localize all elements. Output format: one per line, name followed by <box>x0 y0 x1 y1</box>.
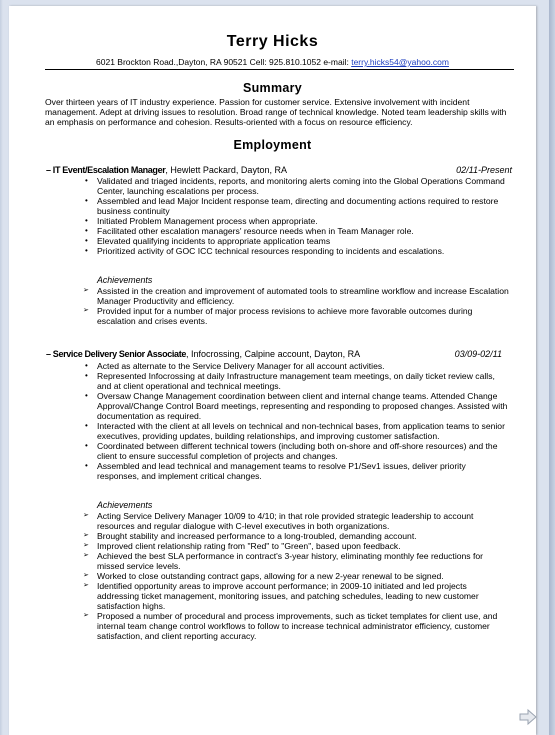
list-item: • Represented Infocrossing at daily Infrastructure management team meetings, on daily ticket review calls, and at client operational and technical meetings. <box>97 371 509 391</box>
list-item: ➢ Brought stability and increased performance to a long-troubled, demanding account. <box>97 531 511 541</box>
list-item: • Elevated qualifying incidents to appropriate application teams <box>97 236 509 246</box>
job-duties <box>97 176 509 256</box>
achievements-label: Achievements <box>97 500 153 510</box>
achievements-label: Achievements <box>97 275 153 285</box>
job-dates: 02/11-Present <box>456 165 512 175</box>
list-item: ➢ Provided input for a number of major process revisions to achieve more favorable outcomes during escalation and crises events. <box>97 306 511 326</box>
list-item: • Validated and triaged incidents, reports, and monitoring alerts coming into the Global Operations Command Center, launching escalations per process. <box>97 176 509 196</box>
employment-heading: Employment <box>233 138 312 152</box>
arrow-right-icon[interactable] <box>518 708 538 726</box>
job-dates: 03/09-02/11 <box>454 349 502 359</box>
list-item: ➢ Worked to close outstanding contract gaps, allowing for a new 2-year renewal to be signed. <box>97 571 511 581</box>
list-item: ➢ Acting Service Delivery Manager 10/09 to 4/10; in that role provided strategic leadership to account resources and regular dialogue with C-level executives in both organizations. <box>97 511 511 531</box>
email-link[interactable]: terry.hicks54@yahoo.com <box>351 57 449 67</box>
list-item: • Assembled and lead Major Incident response team, directing and documenting actions required to restore business continuity <box>97 196 509 216</box>
vertical-scrollbar[interactable] <box>549 0 555 735</box>
job-header <box>46 349 512 360</box>
list-item: • Facilitated other escalation managers' resource needs when in Team Manager role. <box>97 226 509 236</box>
job-duties <box>97 361 509 481</box>
list-item: • Prioritized activity of GOC ICC technical resources responding to incidents and escalations. <box>97 246 509 256</box>
list-item: ➢ Identified opportunity areas to improve account performance; in 2009-10 initiated and led projects addressing ticket management, monitoring issues, and patching schedules, leading to new customer satisfaction highs. <box>97 581 511 611</box>
list-item: ➢ Achieved the best SLA performance in contract's 3-year history, eliminating monthly fee reductions for missed service levels. <box>97 551 511 571</box>
list-item: • Acted as alternate to the Service Delivery Manager for all account activities. <box>97 361 509 371</box>
job-achievements <box>97 286 511 326</box>
summary-heading: Summary <box>242 81 303 95</box>
header-divider <box>45 69 514 70</box>
job-header <box>46 165 512 176</box>
summary-text: Over thirteen years of IT industry experience. Passion for customer service. Extensive involvement with incident management. Adept at driving issues to resolution. Broad range of technical knowledge. Noted team leadership skills with an emphasis on performance and cohesion. Results-oriented with a focus on resource efficiency. <box>45 97 507 127</box>
job-company: , Hewlett Packard, Dayton, RA <box>165 165 287 175</box>
list-item: ➢ Assisted in the creation and improvement of automated tools to streamline workflow and increase Escalation Manager Productivity and efficiency. <box>97 286 511 306</box>
job-company: , Infocrossing, Calpine account, Dayton, RA <box>186 349 361 359</box>
contact-line <box>9 57 536 67</box>
list-item: • Oversaw Change Management coordination between client and internal change teams. Attended Change Approval/Change Control Board meetings, representing and responding to proposed changes. Assisted with documentation as required. <box>97 391 509 421</box>
list-item: • Coordinated between different technical towers (including both on-shore and off-shore resources) and the client to ensure successful completion of projects and changes. <box>97 441 509 461</box>
list-item: ➢ Improved client relationship rating from "Red" to "Green", based upon feedback. <box>97 541 511 551</box>
job-title: – IT Event/Escalation Manager <box>46 165 166 175</box>
list-item: • Initiated Problem Management process when appropriate. <box>97 216 509 226</box>
list-item: ➢ Proposed a number of procedural and process improvements, such as ticket templates for client use, and internal team change control workflows to follow to increase technical administrator efficiency, customer satisfaction, and client reporting accuracy. <box>97 611 511 641</box>
candidate-name: Terry Hicks <box>226 33 319 50</box>
resume-page <box>9 6 536 735</box>
list-item: • Assembled and lead technical and management teams to resolve P1/Sev1 issues, deliver priority responses, and implement critical changes. <box>97 461 509 481</box>
list-item: • Interacted with the client at all levels on technical and non-technical bases, from application teams to senior executives, providing updates, building relationships, and improving customer satisfaction. <box>97 421 509 441</box>
job-achievements <box>97 511 511 641</box>
job-title: – Service Delivery Senior Associate <box>46 349 187 359</box>
contact-details: 6021 Brockton Road.,Dayton, RA 90521 Cell: 925.810.1052 e-mail: <box>96 57 352 67</box>
